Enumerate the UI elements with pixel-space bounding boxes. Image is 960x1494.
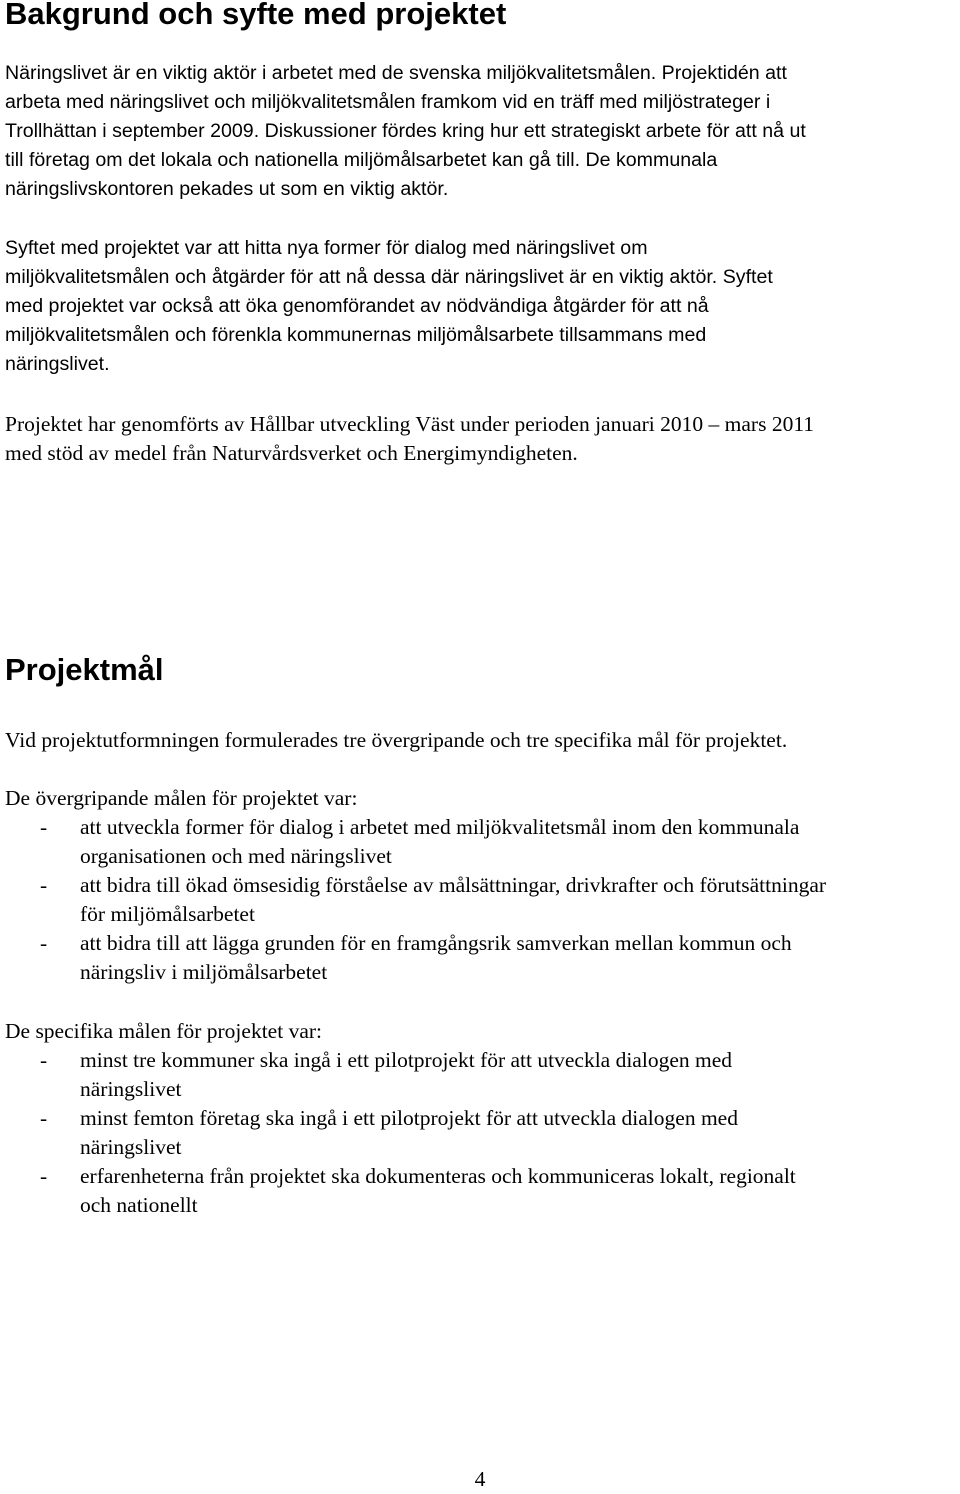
- text-line: och nationellt: [80, 1193, 198, 1217]
- text-line: Projektet har genomförts av Hållbar utveckling Väst under perioden januari 2010 – mars 2011: [5, 412, 815, 436]
- background-paragraph-3: [5, 410, 960, 468]
- list-item: [5, 813, 960, 871]
- list-dash: -: [40, 1048, 48, 1072]
- section-title-background: Bakgrund och syfte med projektet: [5, 0, 507, 31]
- text-line: minst femton företag ska ingå i ett pilotprojekt för att utveckla dialogen med: [80, 1106, 738, 1130]
- background-paragraph-1: [5, 59, 960, 204]
- list-item: [5, 1104, 960, 1162]
- text-line: miljökvalitetsmålen och förenkla kommunernas miljömålsarbete tillsammans med: [5, 324, 707, 346]
- list-item: [5, 1046, 960, 1104]
- list-dash: -: [40, 1106, 48, 1130]
- text-line: näringslivet: [80, 1077, 182, 1101]
- list-heading: De övergripande målen för projektet var:: [5, 786, 358, 810]
- text-line: med projektet var också att öka genomförandet av nödvändiga åtgärder för att nå: [5, 295, 709, 317]
- background-paragraph-2: [5, 234, 960, 379]
- text-line: med stöd av medel från Naturvårdsverket och Energimyndigheten.: [5, 441, 578, 465]
- text-line: Syftet med projektet var att hitta nya former för dialog med näringslivet om: [5, 237, 648, 259]
- text-line: minst tre kommuner ska ingå i ett pilotprojekt för att utveckla dialogen med: [80, 1048, 733, 1072]
- text-line: erfarenheterna från projektet ska dokumenteras och kommuniceras lokalt, regionalt: [80, 1164, 796, 1188]
- text-line: arbeta med näringslivet och miljökvalitetsmålen framkom vid en träff med miljöstrateger i: [5, 91, 771, 113]
- text-line: näringslivet: [80, 1135, 182, 1159]
- list-dash: -: [40, 931, 48, 955]
- overall-goals-list: [5, 784, 960, 987]
- text-line: näringslivet.: [5, 353, 110, 375]
- page-number: 4: [474, 1467, 486, 1491]
- text-line: organisationen och med näringslivet: [80, 844, 392, 868]
- text-line: till företag om det lokala och nationella miljömålsarbetet kan gå till. De kommunala: [5, 149, 718, 171]
- text-line: Vid projektutformningen formulerades tre övergripande och tre specifika mål för projektet.: [5, 728, 788, 752]
- list-item: [5, 871, 960, 929]
- text-line: för miljömålsarbetet: [80, 902, 255, 926]
- specific-goals-list: [5, 1017, 960, 1220]
- section-title-project-goals: Projektmål: [5, 652, 164, 687]
- text-line: Näringslivet är en viktig aktör i arbetet med de svenska miljökvalitetsmålen. Projektidén att: [5, 62, 787, 84]
- list-item: [5, 1162, 960, 1220]
- text-line: att utveckla former för dialog i arbetet med miljökvalitetsmål inom den kommunala: [80, 815, 800, 839]
- list-dash: -: [40, 815, 48, 839]
- text-line: miljökvalitetsmålen och åtgärder för att nå dessa där näringslivet är en viktig aktör. Syftet: [5, 266, 773, 288]
- list-item: [5, 929, 960, 987]
- text-line: näringsliv i miljömålsarbetet: [80, 960, 328, 984]
- list-dash: -: [40, 1164, 48, 1188]
- text-line: Trollhättan i september 2009. Diskussioner fördes kring hur ett strategiskt arbete för att nå ut: [5, 120, 806, 142]
- list-heading: De specifika målen för projektet var:: [5, 1019, 322, 1043]
- text-line: att bidra till att lägga grunden för en framgångsrik samverkan mellan kommun och: [80, 931, 792, 955]
- list-dash: -: [40, 873, 48, 897]
- text-line: näringslivskontoren pekades ut som en viktig aktör.: [5, 178, 449, 200]
- goals-intro: [5, 726, 960, 755]
- text-line: att bidra till ökad ömsesidig förståelse av målsättningar, drivkrafter och förutsättningar: [80, 873, 827, 897]
